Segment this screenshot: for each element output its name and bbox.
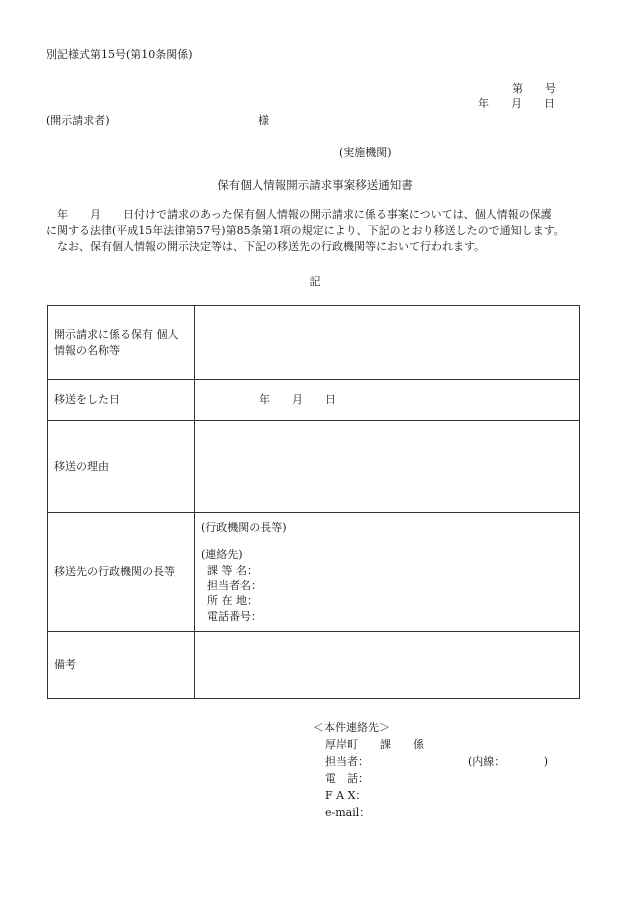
person-line: 担当者名： [207,579,262,592]
row-label-transfer-reason: 移送の理由 [48,421,195,513]
row-value-remarks [195,632,580,699]
table-row [48,632,580,699]
table-row [48,306,580,380]
agency-label: (実施機関) [339,146,392,159]
row-value-destination-head [195,513,580,632]
body-line: 年 月 日付けで請求のあった保有個人情報の開示請求に係る事案については、個人情報の保護 [46,208,552,221]
agency-head-line: (行政機関の長等) [201,520,287,534]
contact-heading: ＜本件連絡先＞ [313,721,390,734]
table-row [48,513,580,632]
table-row [48,380,580,421]
body-text [46,207,591,255]
ki-heading: 記 [309,275,321,288]
body-line: に関する法律(平成15年法律第57号)第85条第1項の規定により、下記のとおり移送したので通知します。 [46,224,565,237]
contact-office: 厚岸町 課 係 [325,738,424,751]
transfer-date-value: 年 月 日 [259,393,336,407]
row-label-remarks: 備考 [48,632,195,699]
row-value-requested-info [195,306,580,380]
honorific: 様 [258,114,269,127]
row-label-destination-head: 移送先の行政機関の長等 [48,513,195,632]
row-value-transfer-reason [195,421,580,513]
document-number: 第 号 [512,82,556,95]
row-value-transfer-date [195,380,580,421]
contact-person-row [313,753,548,770]
contact-person: 担当者： [325,755,369,768]
department-line: 課 等 名： [207,563,258,577]
spacer [201,535,573,547]
contact-heading: (連絡先) [201,548,243,562]
requester-label: (開示請求者) [46,114,110,127]
form-id: 別記様式第15号(第10条関係) [46,48,193,61]
document-title: 保有個人情報開示請求事案移送通知書 [217,178,413,192]
contact-phone: 電 話： [325,772,369,785]
row-label-transfer-date: 移送をした日 [48,380,195,421]
body-line: なお、保有個人情報の開示決定等は、下記の移送先の行政機関等において行われます。 [46,240,486,253]
transfer-details-table [47,305,580,699]
row-label-requested-info: 開示請求に係る保有 個人情報の名称等 [48,306,195,380]
document-date: 年 月 日 [478,97,555,110]
contact-fax: F A X： [325,789,367,802]
address-line: 所 在 地： [207,594,258,608]
contact-email: e-mail： [325,806,371,819]
phone-line: 電話番号： [207,609,262,623]
table-row [48,421,580,513]
contact-block [313,719,548,821]
contact-extension: (内線： ) [468,755,549,768]
